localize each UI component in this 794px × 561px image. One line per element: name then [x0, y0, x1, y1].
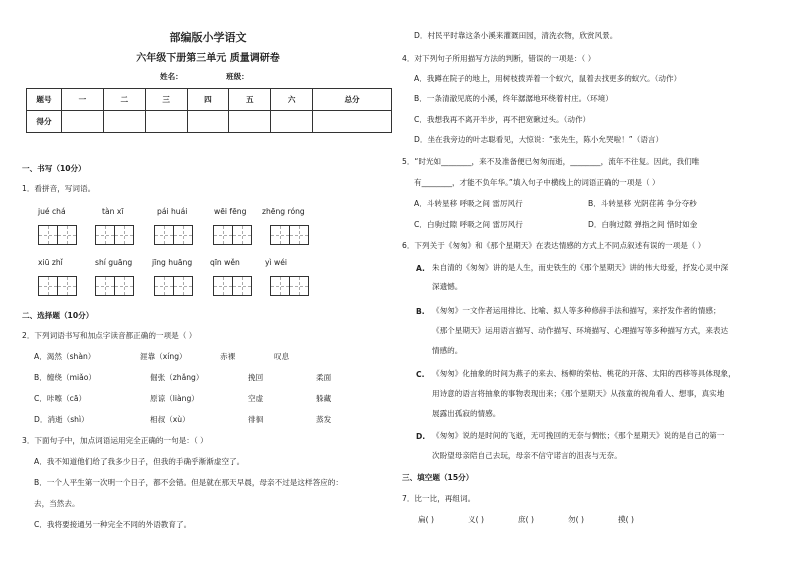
q4-option-b: B．一条清澈见底的小溪，终年潺潺地环绕着村庄。（环境） — [414, 94, 613, 103]
q6-option-b-cont: 《那个星期天》运用语言描写、动作描写、环境描写、心理描写等多种描写方式，来表达 — [432, 326, 729, 335]
q3-option-a: A．我不知道他们给了我多少日子，但我的手确乎渐渐虚空了。 — [34, 457, 245, 466]
q2-option-word: 柔面 — [316, 373, 332, 382]
q3-text: 3．下面句子中，加点词语运用完全正确的一句是：（ ） — [22, 436, 208, 445]
score-cell[interactable] — [271, 111, 313, 133]
score-cell[interactable] — [313, 111, 392, 133]
q6-option-a: 朱自清的《匆匆》讲的是人生，而史铁生的《那个星期天》讲的伟大母爱，抒发心灵中深 — [432, 263, 729, 272]
q7-char: 庶( ) — [518, 515, 534, 524]
name-label: 姓名： — [160, 72, 183, 81]
pinyin: zhēng róng — [262, 207, 305, 216]
q2-option-word: 赤裸 — [220, 352, 236, 361]
pinyin: qīn wěn — [210, 258, 240, 267]
score-header: 五 — [229, 89, 271, 111]
score-header: 总分 — [313, 89, 392, 111]
score-cell[interactable] — [229, 111, 271, 133]
writing-grid[interactable] — [95, 276, 133, 296]
q5-option-c: C．白驹过隙 呼吸之间 雷厉风行 — [414, 220, 523, 229]
q2-option-word: 徘徊 — [248, 415, 264, 424]
q6-option-b: 《匆匆》一文作者运用排比、比喻、拟人等多种修辞手法和描写，来抒发作者的情感； — [432, 306, 721, 315]
pinyin: xiū zhǐ — [38, 258, 63, 267]
q2-option-word: 空虚 — [248, 394, 264, 403]
class-label: 班级： — [226, 72, 249, 81]
q2-option-word: 叹息 — [274, 352, 290, 361]
writing-grid[interactable] — [38, 225, 76, 245]
q2-option-word: 蒸发 — [316, 415, 332, 424]
score-cell[interactable] — [145, 111, 187, 133]
q2-option: B．缠绕（miǎo） — [34, 373, 96, 382]
q2-option-word: 涯靠（xíng） — [140, 352, 187, 361]
q6-option-c: 《匆匆》化抽象的时间为燕子的来去、杨柳的荣枯、桃花的开落、太阳的西移等具体现象， — [432, 369, 736, 378]
q2-option-word: 挽回 — [248, 373, 264, 382]
q3-option-b: B．一个人平生第一次明一个日子，都不会错。但是就在那天早晨，母亲不过是这样答应的： — [34, 478, 343, 487]
q2-option-word: 原谅（liàng） — [150, 394, 199, 403]
pinyin: jīng huāng — [152, 258, 193, 267]
pinyin: tàn xī — [102, 207, 124, 216]
q7-char: 扁( ) — [418, 515, 434, 524]
score-row-label: 得分 — [27, 111, 62, 133]
q5-option-a: A．斗转星移 呼吸之间 雷厉风行 — [414, 199, 523, 208]
q2-option: A．渴然（shàn） — [34, 352, 96, 361]
q2-option-word: 倔张（zhǎng） — [150, 373, 204, 382]
q4-option-d: D．坐在我旁边的叶志聪看见，大惊说：“张先生，陈小允哭啦！”（语言） — [414, 135, 664, 144]
pinyin: yì wéi — [265, 258, 288, 267]
writing-grid[interactable] — [154, 276, 192, 296]
q7-char: 义( ) — [468, 515, 484, 524]
writing-grid[interactable] — [95, 225, 133, 245]
writing-grid[interactable] — [213, 225, 251, 245]
q4-option-c: C．我想我再不离开半步，再不把宽瞅过头。（动作） — [414, 115, 591, 124]
q7-text: 7．比一比，再组词。 — [402, 494, 476, 503]
q6-option-b-cont: 情感的。 — [432, 346, 463, 355]
exam-subtitle: 六年级下册第三单元 质量调研卷 — [136, 53, 280, 64]
writing-grid[interactable] — [270, 276, 308, 296]
q5-text: 5．“时光如________，来不及准备便已匆匆而逝，________，流年不往复。因此，我们唯 — [402, 157, 700, 166]
section3-heading: 三、填空题（15分） — [402, 473, 474, 482]
score-header: 六 — [271, 89, 313, 111]
q6-option-d: 《匆匆》说的是时间的飞逝，无可挽回的无奈与惆怅；《那个星期天》说的是自己的第一 — [432, 431, 725, 440]
score-header: 题号 — [27, 89, 62, 111]
q6-letter-b: B. — [416, 307, 425, 316]
q2-text: 2．下列词语书写和加点字读音都正确的一项是（ ） — [22, 331, 197, 340]
q3-option-c: C．我将要接通另一种完全不同的外语教育了。 — [34, 520, 192, 529]
q6-option-c-cont: 用诗意的语言将抽象的事物表现出来；《那个星期天》从孩童的视角看人、想事，真实地 — [432, 389, 725, 398]
q6-option-a-cont: 深遗憾。 — [432, 282, 463, 291]
pinyin: jué chá — [38, 207, 66, 216]
writing-grid[interactable] — [213, 276, 251, 296]
q2-option-word: 相叔（xù） — [150, 415, 190, 424]
q6-letter-c: C. — [416, 370, 425, 379]
q7-char: 摸( ) — [618, 515, 634, 524]
q5-option-b: B．斗转星移 光阴荏苒 争分夺秒 — [588, 199, 697, 208]
score-header: 四 — [187, 89, 229, 111]
q6-option-d-cont: 次盼望母亲陪自己去玩，母亲不信守诺言的沮丧与无奈。 — [432, 451, 622, 460]
writing-grid[interactable] — [38, 276, 76, 296]
q2-option: D．消逝（shì） — [34, 415, 89, 424]
pinyin: wēi fēng — [214, 207, 247, 216]
score-table — [26, 88, 392, 133]
q4-text: 4．对下列句子所用描写方法的判断，错误的一项是：（ ） — [402, 54, 596, 63]
exam-title: 部编版小学语文 — [169, 31, 247, 44]
q1-text: 1．看拼音，写词语。 — [22, 184, 96, 193]
pinyin: pái huái — [157, 207, 188, 216]
q5-text-cont: 有________，才能不负年华。”填入句子中横线上的词语正确的一项是（ ） — [414, 178, 660, 187]
section2-heading: 二、选择题（10分） — [22, 311, 94, 320]
score-header: 二 — [103, 89, 145, 111]
score-header: 三 — [145, 89, 187, 111]
q6-option-c-cont: 展露出孤寂的情感。 — [432, 409, 501, 418]
q2-option: C．咔嚓（cā） — [34, 394, 87, 403]
writing-grid[interactable] — [154, 225, 192, 245]
q7-char: 勿( ) — [568, 515, 584, 524]
q6-letter-d: D. — [416, 432, 426, 441]
score-cell[interactable] — [62, 111, 104, 133]
q3-option-d: D．村民平时靠这条小溪来灌溉田园，清洗衣物，欣赏风景。 — [414, 31, 618, 40]
writing-grid[interactable] — [270, 225, 308, 245]
score-cell[interactable] — [103, 111, 145, 133]
q2-option-word: 躲藏 — [316, 394, 332, 403]
pinyin: shí guāng — [95, 258, 133, 267]
q4-option-a: A．我蹲在院子的地上，用树枝拨弄着一个蚁穴，鼠着去找更多的蚁穴。（动作） — [414, 74, 682, 83]
section1-heading: 一、书写（10分） — [22, 164, 86, 173]
score-cell[interactable] — [187, 111, 229, 133]
q3-option-b-cont: 去，当然去。 — [34, 499, 80, 508]
q6-letter-a: A. — [416, 264, 425, 273]
q6-text: 6．下列关于《匆匆》和《那个星期天》在表达情感的方式上不同点叙述有误的一项是（ ） — [402, 241, 706, 250]
score-header: 一 — [62, 89, 104, 111]
q5-option-d: D．白驹过隙 弹指之间 惜时如金 — [588, 220, 698, 229]
